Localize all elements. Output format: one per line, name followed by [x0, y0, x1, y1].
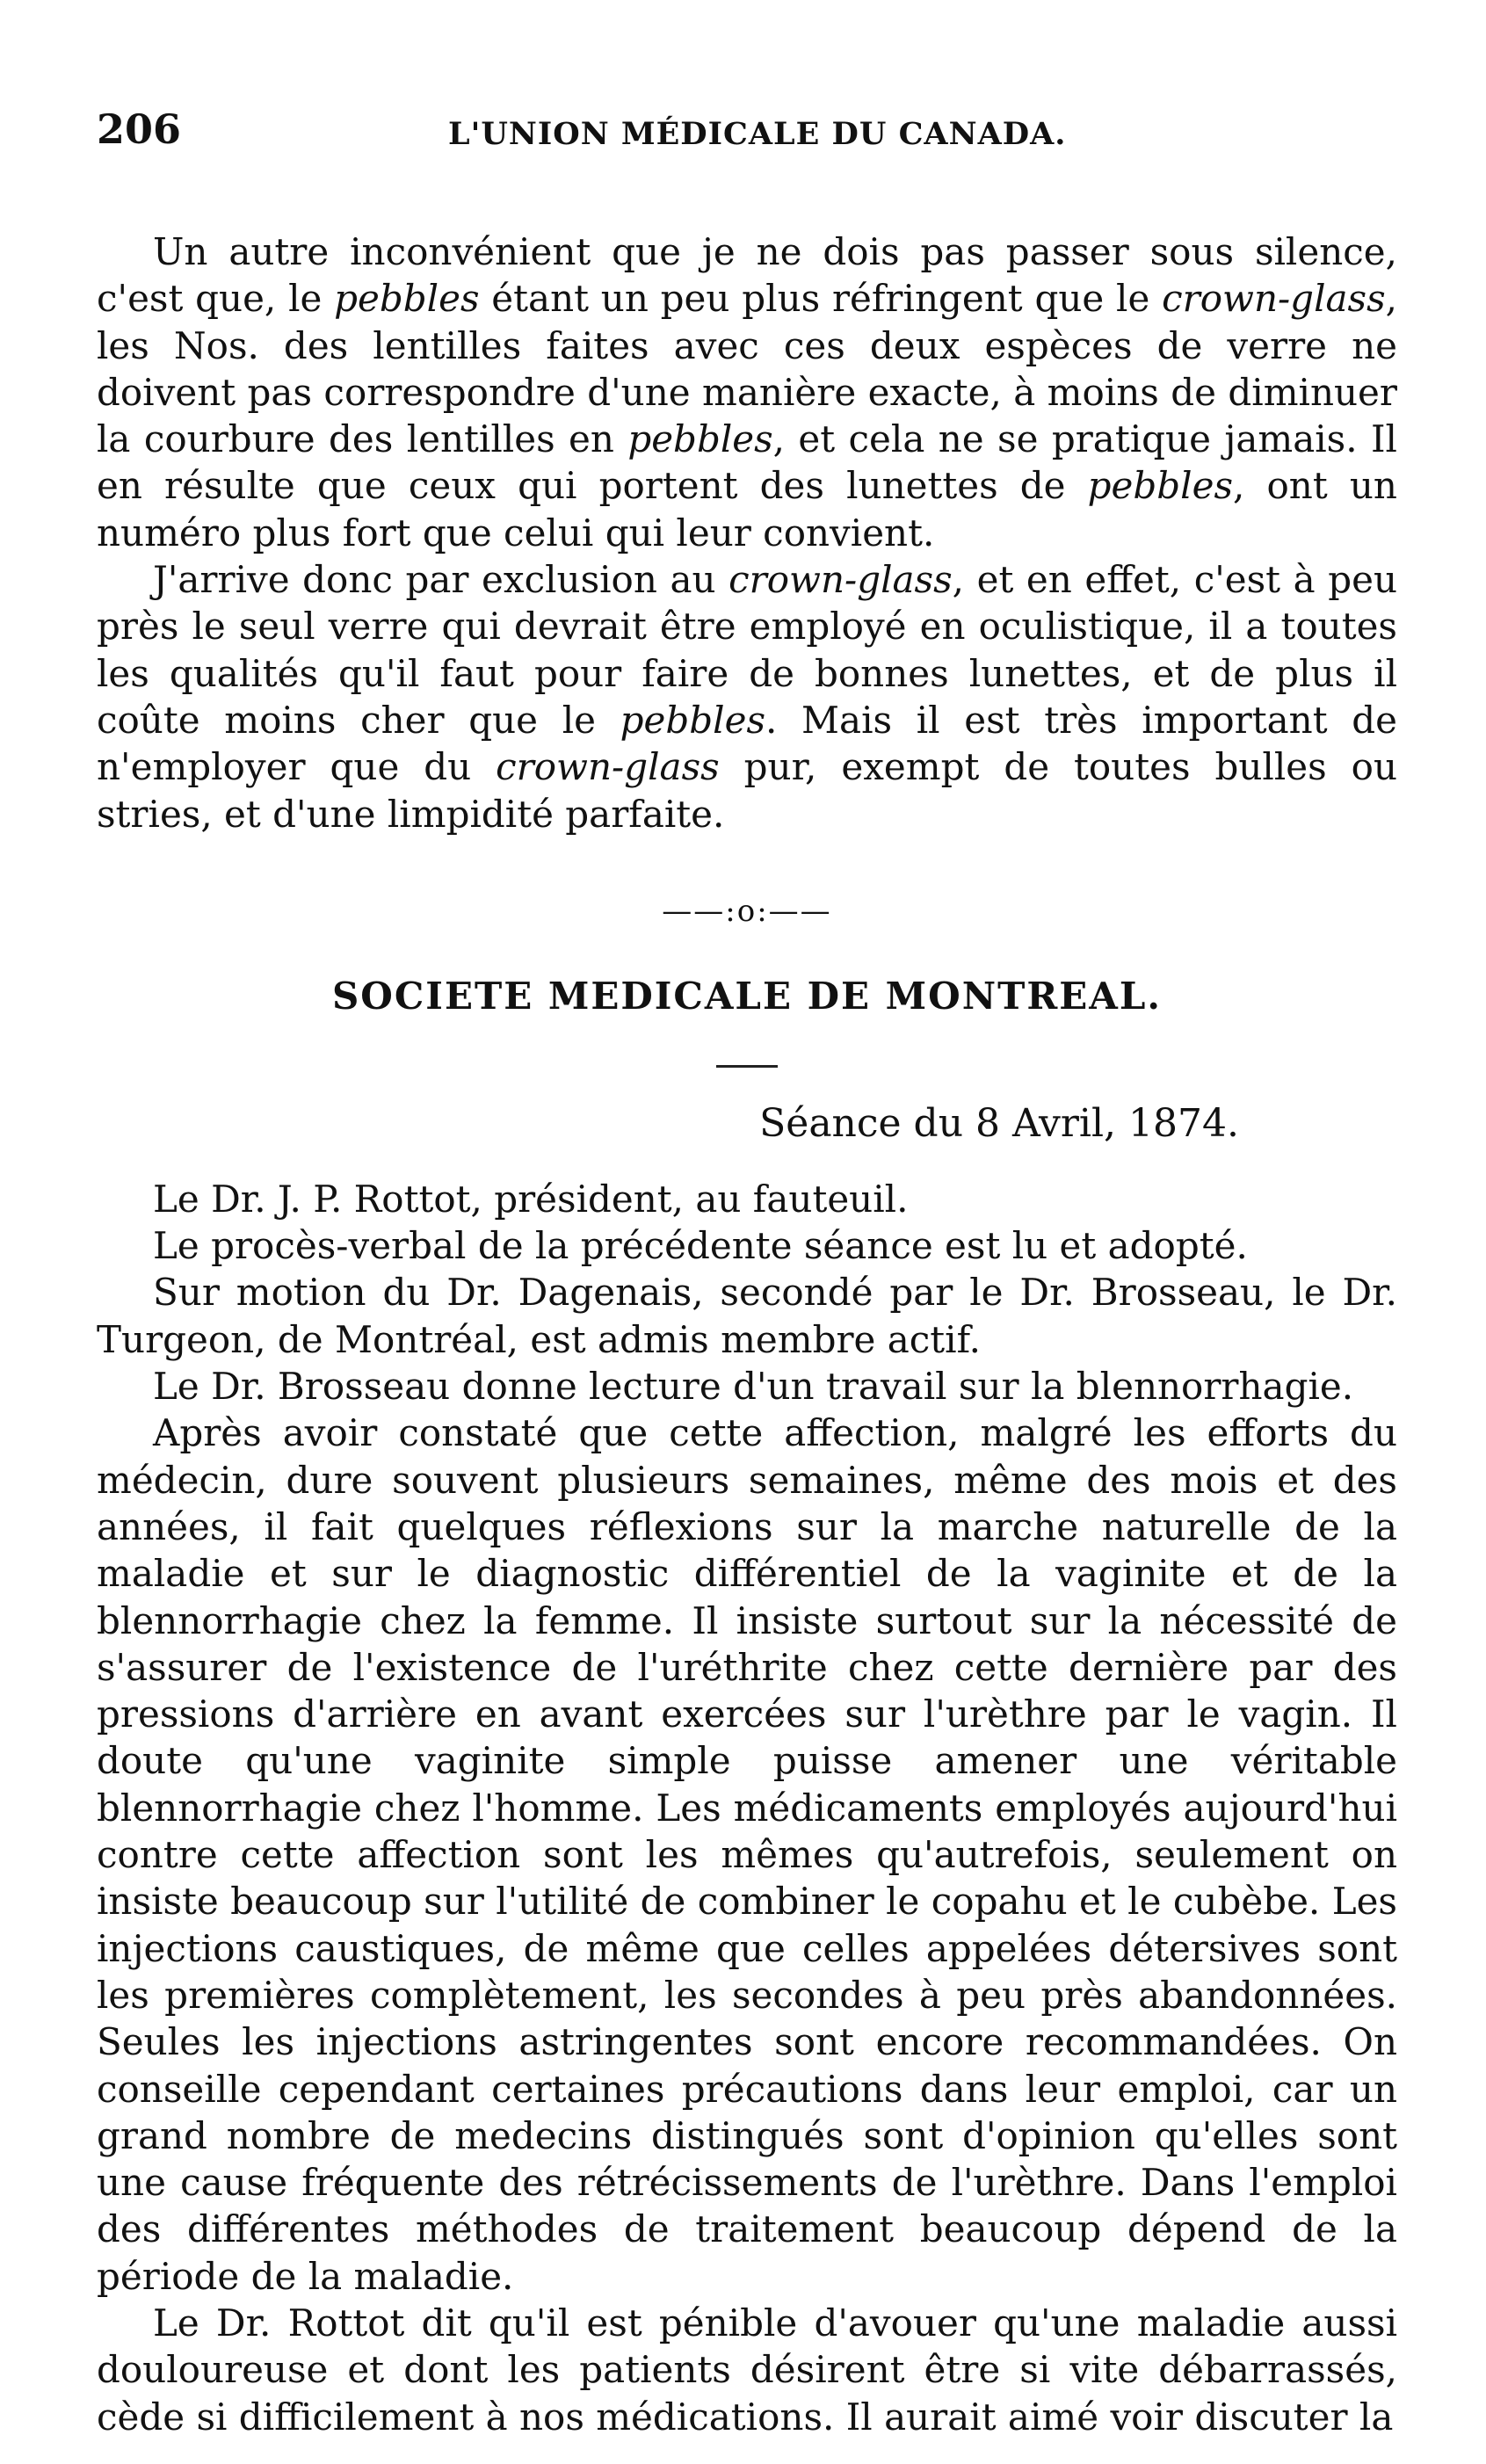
minutes-paragraph: Après avoir constaté que cette affection, malgré les efforts du médecin, dure souvent plusieurs semaines, même des mois et des années, il fait quelques réflexions sur la marche naturelle de la maladie et sur le diagnostic différentiel de la vaginite et de la blennorrhagie chez la femme. Il insiste surtout sur la nécessité de s'assurer de l'existence de l'uréthrite chez cette dernière par des pressions d'arrière en avant exercées sur l'urèthre par le vagin. Il doute qu'une vaginite simple puisse amener une véritable blennorrhagie chez l'homme. Les médicaments employés aujourd'hui contre cette affection sont les mêmes qu'autrefois, seulement on insiste beaucoup sur l'utilité de combiner le copahu et le cubèbe. Les injections caustiques, de même que celles appelées détersives sont les premières complètement, les secondes à peu près abandonnées. Seules les injections astringentes sont encore recommandées. On conseille cependant certaines précautions dans leur emploi, car un grand nombre de medecins distingués sont d'opinion qu'elles sont une cause fréquente des rétrécissements de l'urèthre. Dans l'emploi des différentes méthodes de traitement beaucoup dépend de la période de la maladie. — [97, 1411, 1397, 2298]
text-run: pur, exempt de toutes bulles ou stries, et d'une limpidité parfaite. — [97, 745, 1397, 836]
minutes-paragraph: Le Dr. Brosseau donne lecture d'un travail sur la blennorrhagie. — [153, 1365, 1354, 1409]
intro-paragraph-2 — [97, 556, 1397, 837]
meeting-minutes — [97, 1176, 1397, 2440]
italic-term: crown-glass — [496, 745, 720, 789]
text-run: étant un peu plus réfringent que le — [479, 277, 1163, 321]
italic-term: pebbles — [627, 417, 773, 461]
page-number: 206 — [97, 105, 182, 153]
text-run: , ont un numéro plus fort que celui qui leur convient. — [97, 464, 1397, 554]
text-run: . Mais il est très important de n'employer que du — [97, 698, 1397, 789]
italic-term: pebbles — [620, 698, 766, 742]
text-run: Un autre inconvénient que je ne dois pas passer sous silence, c'est que, le — [97, 230, 1397, 321]
minutes-paragraph: Le Dr. Rottot dit qu'il est pénible d'avouer qu'une maladie aussi douloureuse et dont les patients désirent être si vite débarrassés, cède si difficilement à nos médications. Il aurait aimé voir discuter la — [97, 2301, 1397, 2439]
journal-page — [97, 105, 1397, 2440]
section-ornament: ——:o:—— — [662, 893, 832, 929]
session-date: Séance du 8 Avril, 1874. — [759, 1100, 1239, 1146]
minutes-paragraph: Le Dr. J. P. Rottot, président, au fauteuil. — [153, 1177, 909, 1221]
section-title: SOCIETE MEDICALE DE MONTREAL. — [331, 974, 1163, 1018]
running-title: L'UNION MÉDICALE DU CANADA. — [448, 116, 1067, 152]
minutes-paragraph: Sur motion du Dr. Dagenais, secondé par le Dr. Brosseau, le Dr. Turgeon, de Montréal, est admis membre actif. — [97, 1271, 1397, 1361]
minutes-paragraph: Le procès-verbal de la précédente séance est lu et adopté. — [153, 1224, 1248, 1268]
intro-paragraph-1 — [97, 228, 1397, 556]
intro-text — [97, 228, 1397, 837]
page-header — [97, 105, 1397, 176]
text-run: , et en effet, c'est à peu près le seul verre qui devrait être employé en oculistique, il a toutes les qualités qu'il faut pour faire de bonnes lunettes, et de plus il coûte moins cher que le — [97, 558, 1397, 742]
text-run: , les Nos. des lentilles faites avec ces deux espèces de verre ne doivent pas correspondre d'une manière exacte, à moins de diminuer la courbure des lentilles en — [97, 277, 1398, 461]
text-run: , et cela ne se pratique jamais. Il en résulte que ceux qui portent des lunettes de — [97, 417, 1397, 508]
title-rule — [716, 1065, 778, 1068]
italic-term: crown-glass — [1162, 277, 1386, 321]
italic-term: pebbles — [1087, 464, 1234, 508]
text-run: J'arrive donc par exclusion au — [153, 558, 729, 602]
italic-term: pebbles — [334, 277, 480, 321]
italic-term: crown-glass — [729, 558, 953, 602]
